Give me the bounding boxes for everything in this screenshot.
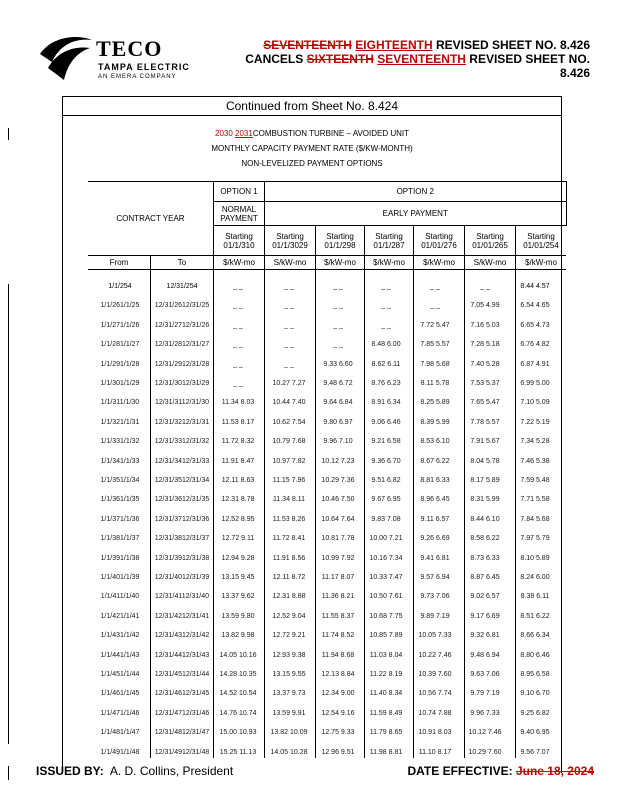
rate-cell: _ _ (233, 322, 243, 329)
row-to: 12/31/3712/31/36 (154, 516, 210, 523)
rate-cell: 9.17 6.69 (470, 613, 500, 620)
row-from: 1/1/401/1/39 (100, 574, 140, 581)
starting-col7: Starting 01/01/254 (516, 226, 567, 256)
rate-cell: 10.12 7.46 (468, 729, 502, 736)
row-from: 1/1/331/1/32 (100, 438, 140, 445)
rate-cell: 10.33 7.47 (369, 574, 403, 581)
rate-cell: 8.80 6.46 (520, 652, 550, 659)
rate-cell: 13.37 9.73 (272, 690, 306, 697)
logo-name: TECO (96, 36, 163, 61)
rate-cell: 14.05 10.16 (219, 652, 257, 659)
row-from: 1/1/371/1/36 (100, 516, 140, 523)
option1-header: OPTION 1 (214, 182, 265, 202)
row-from: 1/1/361/1/35 (100, 496, 140, 503)
rate-cell: 8.11 5.78 (420, 380, 450, 387)
rate-cell: 9.67 6.95 (371, 496, 401, 503)
revision-bar (8, 284, 9, 744)
rate-cell: 11.17 8.07 (321, 574, 355, 581)
rate-cell: 12.31 8.88 (272, 593, 306, 600)
rate-cell: 15.00 10.93 (219, 729, 257, 736)
rate-cell: _ _ (284, 283, 294, 290)
rate-cell: 11.36 8.21 (321, 593, 355, 600)
rate-cell: _ _ (333, 322, 343, 329)
rate-cell: 7.40 5.28 (470, 361, 500, 368)
rate-cell: _ _ (480, 283, 490, 290)
rate-cell: _ _ (284, 322, 294, 329)
rate-cell: 8.24 6.00 (520, 574, 550, 581)
row-to: 12/31/3612/31/35 (154, 496, 210, 503)
rate-cell: _ _ (381, 302, 391, 309)
logo-line2: AN EMERA COMPANY (98, 74, 177, 80)
rate-cell: 9.40 6.95 (520, 729, 550, 736)
rate-cell: 9.02 6.57 (470, 593, 500, 600)
rate-cell: 9.48 6.72 (323, 380, 353, 387)
rate-cell: 8.51 6.22 (520, 613, 550, 620)
rate-cell: 13.82 10.09 (270, 729, 308, 736)
row-to: 12/31/4612/31/45 (154, 690, 210, 697)
rate-cell: 9.36 6.70 (371, 458, 401, 465)
row-from: 1/1/441/1/43 (100, 652, 140, 659)
rate-cell: 8.04 5.78 (470, 458, 500, 465)
rate-cell: 9.83 7.08 (371, 516, 401, 523)
rate-cell: 12.31 8.78 (221, 496, 255, 503)
rate-cell: 9.64 6.84 (323, 399, 353, 406)
early-payment-header: EARLY PAYMENT (265, 202, 567, 226)
rate-cell: _ _ (333, 283, 343, 290)
rate-cell: 9.89 7.19 (420, 613, 450, 620)
rate-cell: 10.50 7.61 (369, 593, 403, 600)
rate-cell: 10.64 7.64 (321, 516, 355, 523)
rate-cell: 6.65 4.73 (520, 322, 550, 329)
row-from: 1/1/301/1/29 (100, 380, 140, 387)
rate-cell: 9.96 7.33 (470, 710, 500, 717)
rate-cell: 13.15 9.55 (272, 671, 306, 678)
rate-cell: 6.76 4.82 (520, 341, 550, 348)
rate-cell: 11.15 7.96 (272, 477, 306, 484)
unit-col1: $/kW-mo (214, 256, 265, 270)
row-to: 12/31/3212/31/31 (154, 419, 210, 426)
rate-cell: 11.74 8.52 (321, 632, 355, 639)
rate-cell: 12.11 8.63 (221, 477, 255, 484)
starting-col4: Starting 01/1/287 (365, 226, 414, 256)
teco-swoosh-icon (38, 32, 94, 84)
rate-cell: 7.65 5.47 (470, 399, 500, 406)
rate-cell: 8.62 6.11 (371, 361, 401, 368)
rate-cell: 8.67 6.22 (420, 458, 450, 465)
unit-col3: $/kW-mo (316, 256, 365, 270)
rate-cell: 6.54 4.65 (520, 302, 550, 309)
rate-cell: 9.21 6.58 (371, 438, 401, 445)
rate-cell: 8.76 6.23 (371, 380, 401, 387)
row-to: 12/31/4512/31/44 (154, 671, 210, 678)
row-to: 12/31/4812/31/47 (154, 729, 210, 736)
rate-cell: 10.74 7.88 (418, 710, 452, 717)
unit-col5: $/kW-mo (414, 256, 465, 270)
row-to: 12/31/3312/31/32 (154, 438, 210, 445)
rate-cell: 12.75 9.33 (321, 729, 355, 736)
rate-cell: 14.05 10.28 (270, 749, 308, 756)
rate-cell: 7.85 5.57 (420, 341, 450, 348)
sheet-header (230, 38, 590, 80)
rate-cell: 11.94 8.68 (321, 652, 355, 659)
rate-cell: 13.82 9.98 (221, 632, 255, 639)
row-from: 1/1/271/1/26 (100, 322, 140, 329)
rate-cell: 9.63 7.06 (470, 671, 500, 678)
divider (62, 115, 562, 116)
unit-col2: S/kW-mo (265, 256, 316, 270)
rate-cell: 8.25 5.89 (420, 399, 450, 406)
rate-cell: 8.39 5.99 (420, 419, 450, 426)
row-to: 12/31/254 (166, 283, 198, 290)
row-to: 12/31/4112/31/40 (155, 593, 209, 600)
row-to: 12/31/4312/31/42 (154, 632, 210, 639)
row-to: 12/31/3412/31/33 (154, 458, 210, 465)
rate-cell: 13.59 9.91 (272, 710, 306, 717)
rate-cell: _ _ (284, 361, 294, 368)
issued-by: ISSUED BY: A. D. Collins, President (36, 764, 234, 778)
row-to: 12/31/4012/31/39 (154, 574, 210, 581)
row-to: 12/31/3112/31/30 (155, 399, 209, 406)
rate-cell: 10.97 7.82 (272, 458, 306, 465)
rate-cell: 8.53 6.10 (420, 438, 450, 445)
rate-cell: 9.41 6.81 (420, 555, 450, 562)
rate-cell: 11.72 8.32 (221, 438, 255, 445)
rate-cell: 12.34 9.00 (321, 690, 355, 697)
rate-cell: 9.33 6.60 (323, 361, 353, 368)
rate-cell: 7.97 5.79 (520, 535, 550, 542)
rate-cell: 9.56 7.07 (520, 749, 550, 756)
logo-line1: TAMPA ELECTRIC (98, 62, 190, 72)
rate-cell: 11.40 8.34 (369, 690, 403, 697)
rate-cell: _ _ (284, 302, 294, 309)
row-to: 12/31/4212/31/41 (154, 613, 210, 620)
starting-col2: Starting 01/1/3029 (265, 226, 316, 256)
rate-cell: 9.73 7.06 (420, 593, 450, 600)
rate-cell: _ _ (233, 341, 243, 348)
rate-cell: 9.11 6.57 (420, 516, 450, 523)
row-to: 12/31/3812/31/37 (154, 535, 210, 542)
header-line2: CANCELS SIXTEENTH SEVENTEENTH REVISED SHEET NO. (245, 52, 590, 66)
rate-cell: 12.54 9.16 (321, 710, 355, 717)
rate-cell: 10.56 7.74 (418, 690, 452, 697)
rate-cell: 7.46 5.38 (520, 458, 550, 465)
rate-cell: 10.05 7.33 (418, 632, 452, 639)
rate-cell: 11.53 8.17 (221, 419, 255, 426)
row-from: 1/1/491/1/48 (100, 749, 140, 756)
row-from: 1/1/431/1/42 (100, 632, 140, 639)
rate-cell: 7.16 5.03 (470, 322, 500, 329)
rate-cell: _ _ (430, 283, 440, 290)
rate-cell: 10.00 7.21 (369, 535, 403, 542)
rate-cell: 8.48 6.00 (371, 341, 401, 348)
row-from: 1/1/351/1/34 (100, 477, 140, 484)
row-from: 1/1/451/1/44 (100, 671, 140, 678)
rate-cell: 6.87 4.91 (520, 361, 550, 368)
rate-cell: 11.91 8.47 (221, 458, 255, 465)
rate-cell: _ _ (233, 302, 243, 309)
starting-col1: Starting 01/1/310 (214, 226, 265, 256)
rate-cell: 10.85 7.89 (369, 632, 403, 639)
to-header: To (151, 256, 214, 270)
rate-cell: 7.10 5.09 (520, 399, 550, 406)
rate-cell: 9.48 6.94 (470, 652, 500, 659)
rate-cell: 14.76 10.74 (219, 710, 257, 717)
rate-cell: 8.91 6.34 (371, 399, 401, 406)
row-from: 1/1/391/1/38 (100, 555, 140, 562)
rate-cell: 10.99 7.92 (321, 555, 355, 562)
starting-col3: Starting 01/1/298 (316, 226, 365, 256)
rate-cell: 8.44 6.10 (470, 516, 500, 523)
rate-cell: 7.05 4.99 (470, 302, 500, 309)
row-from: 1/1/461/1/45 (100, 690, 140, 697)
rate-cell: 10.29 7.60 (468, 749, 502, 756)
rate-cell: 12.72 9.21 (272, 632, 306, 639)
rate-cell: _ _ (430, 302, 440, 309)
rate-cell: 9.79 7.19 (470, 690, 500, 697)
rate-cell: 9.06 6.46 (371, 419, 401, 426)
row-from: 1/1/381/1/37 (100, 535, 140, 542)
rate-cell: 7.98 5.68 (420, 361, 450, 368)
rate-cell: 11.79 8.65 (369, 729, 403, 736)
row-from: 1/1/261/1/25 (100, 302, 140, 309)
rate-cell: 10.39 7.60 (418, 671, 452, 678)
rate-cell: 10.27 7.27 (272, 380, 306, 387)
rate-cell: 8.44 4.57 (520, 283, 550, 290)
option2-header: OPTION 2 (265, 182, 567, 202)
rate-cell: 8.38 6.11 (520, 593, 550, 600)
rate-cell: 12.11 8.72 (272, 574, 306, 581)
rate-cell: 13.37 9.62 (221, 593, 255, 600)
contract-year-header: CONTRACT YEAR (88, 182, 214, 256)
rate-cell: 8.17 5.89 (470, 477, 500, 484)
teco-logo (38, 30, 238, 92)
rate-cell: 10.68 7.75 (369, 613, 403, 620)
rate-cell: 13.59 9.80 (221, 613, 255, 620)
row-from: 1/1/411/1/40 (100, 593, 140, 600)
rate-cell: 9.51 6.82 (371, 477, 401, 484)
row-from: 1/1/481/1/47 (100, 729, 140, 736)
rate-cell: _ _ (381, 283, 391, 290)
rate-cell: 7.28 5.18 (470, 341, 500, 348)
rate-cell: 10.62 7.54 (272, 419, 306, 426)
rate-cell: 11.55 8.37 (321, 613, 355, 620)
from-header: From (88, 256, 151, 270)
rate-cell: 7.91 5.67 (470, 438, 500, 445)
rate-cell: 7.53 5.37 (470, 380, 500, 387)
starting-col5: Starting 01/01/276 (414, 226, 465, 256)
row-to: 12/31/3912/31/38 (154, 555, 210, 562)
rate-cell: 10.29 7.36 (321, 477, 355, 484)
row-to: 12/31/3512/31/34 (154, 477, 210, 484)
rate-cell: 10.22 7.46 (418, 652, 452, 659)
row-from: 1/1/421/1/41 (100, 613, 140, 620)
continued-from: Continued from Sheet No. 8.424 (225, 99, 399, 113)
rate-cell: 7.34 5.28 (520, 438, 550, 445)
revision-bar (8, 766, 9, 780)
rate-cell: 7.78 5.57 (470, 419, 500, 426)
rate-cell: 6.99 5.00 (520, 380, 550, 387)
rate-cell: 12.72 9.11 (221, 535, 255, 542)
row-from: 1/1/321/1/31 (100, 419, 140, 426)
rate-cell: 7.72 5.47 (420, 322, 450, 329)
row-from: 1/1/254 (108, 283, 132, 290)
row-to: 12/31/4712/31/46 (154, 710, 210, 717)
row-from: 1/1/311/1/30 (100, 399, 140, 406)
rate-cell: _ _ (381, 322, 391, 329)
title-1: 2030 2031COMBUSTION TURBINE – AVOIDED UNIT (215, 129, 409, 138)
rate-cell: 11.98 8.81 (369, 749, 403, 756)
rate-cell: 12.13 8.84 (321, 671, 355, 678)
unit-col7: $/kW-mo (516, 256, 567, 270)
rate-cell: _ _ (333, 341, 343, 348)
rate-cell: 12.94 9.28 (221, 555, 255, 562)
rate-cell: 9.96 7.10 (323, 438, 353, 445)
rate-cell: 11.53 8.26 (272, 516, 306, 523)
rate-cell: _ _ (233, 380, 243, 387)
rate-cell: 11.34 8.03 (221, 399, 255, 406)
row-to: 12/31/2712/31/26 (154, 322, 210, 329)
rate-cell: 8.58 6.22 (470, 535, 500, 542)
rate-cell: 7.71 5.58 (520, 496, 550, 503)
rate-cell: 8.73 6.33 (470, 555, 500, 562)
rate-cell: _ _ (233, 361, 243, 368)
rate-cell: 9.10 6.70 (520, 690, 550, 697)
rate-cell: _ _ (333, 302, 343, 309)
rate-cell: 7.84 5.68 (520, 516, 550, 523)
row-to: 12/31/2912/31/28 (154, 361, 210, 368)
row-from: 1/1/341/1/33 (100, 458, 140, 465)
row-from: 1/1/291/1/28 (100, 361, 140, 368)
rate-cell: 11.59 8.49 (369, 710, 403, 717)
rate-cell: 12.52 8.95 (221, 516, 255, 523)
rate-cell: 10.46 7.50 (321, 496, 355, 503)
normal-payment-header: NORMAL PAYMENT (214, 202, 265, 226)
rate-cell: _ _ (233, 283, 243, 290)
header-line3: 8.426 (559, 66, 590, 80)
row-to: 12/31/3012/31/29 (154, 380, 210, 387)
rate-cell: 8.10 5.89 (520, 555, 550, 562)
rate-cell: 9.80 6.97 (323, 419, 353, 426)
rate-cell: 8.81 6.33 (420, 477, 450, 484)
revision-bar (8, 128, 9, 140)
rate-cell: 9.32 6.81 (470, 632, 500, 639)
rate-cell: 11.10 8.17 (418, 749, 452, 756)
row-from: 1/1/471/1/46 (100, 710, 140, 717)
rate-cell: 10.44 7.40 (272, 399, 306, 406)
rate-cell: 13.15 9.45 (221, 574, 255, 581)
rate-cell: 7.22 5.19 (520, 419, 550, 426)
rate-cell: 14.52 10.54 (219, 690, 257, 697)
rate-cell: 10.16 7.34 (369, 555, 403, 562)
rate-cell: 8.87 6.45 (470, 574, 500, 581)
title-2: MONTHLY CAPACITY PAYMENT RATE ($/KW-MONTH) (211, 144, 413, 153)
row-to: 12/31/2812/31/27 (154, 341, 210, 348)
starting-col6: Starting 01/01/265 (465, 226, 516, 256)
rate-cell: 12.52 9.04 (272, 613, 306, 620)
rate-cell: 10.12 7.23 (321, 458, 355, 465)
title-3: NON-LEVELIZED PAYMENT OPTIONS (241, 159, 383, 168)
rate-cell: 9.57 6.94 (420, 574, 450, 581)
rate-cell: 10.79 7.68 (272, 438, 306, 445)
rate-cell: 9.26 6.69 (420, 535, 450, 542)
date-effective: DATE EFFECTIVE: June 18, 2024 (407, 764, 594, 778)
rate-cell: 14.28 10.35 (219, 671, 257, 678)
rate-cell: 8.31 5.99 (470, 496, 500, 503)
rate-cell: 12.96 9.51 (321, 749, 355, 756)
header-line1: SEVENTEENTH EIGHTEENTH REVISED SHEET NO. 8.426 (263, 38, 590, 52)
rate-cell: 11.22 8.19 (369, 671, 403, 678)
rate-cell: _ _ (284, 341, 294, 348)
rate-cell: 10.91 8.03 (418, 729, 452, 736)
rate-cell: 11.91 8.56 (272, 555, 306, 562)
row-from: 1/1/281/1/27 (100, 341, 140, 348)
rate-cell: 12.93 9.38 (272, 652, 306, 659)
rate-cell: 8.96 6.45 (420, 496, 450, 503)
row-to: 12/31/4912/31/48 (154, 749, 210, 756)
unit-col4: $/kW-mo (365, 256, 414, 270)
row-to: 12/31/4412/31/43 (154, 652, 210, 659)
rate-cell: 11.34 8.11 (272, 496, 306, 503)
table-titles (62, 126, 562, 171)
rate-cell: 9.25 6.82 (520, 710, 550, 717)
rate-cell: 8.66 6.34 (520, 632, 550, 639)
unit-col6: S/kW-mo (465, 256, 516, 270)
rate-cell: 11.03 8.04 (369, 652, 403, 659)
rate-cell: 11.72 8.41 (272, 535, 306, 542)
row-to: 12/31/2612/31/25 (154, 302, 210, 309)
rate-cell: 15.25 11.13 (219, 749, 257, 756)
rate-cell: 7.59 5.48 (520, 477, 550, 484)
rate-cell: 10.81 7.78 (321, 535, 355, 542)
rate-cell: 8.95 6.58 (520, 671, 550, 678)
